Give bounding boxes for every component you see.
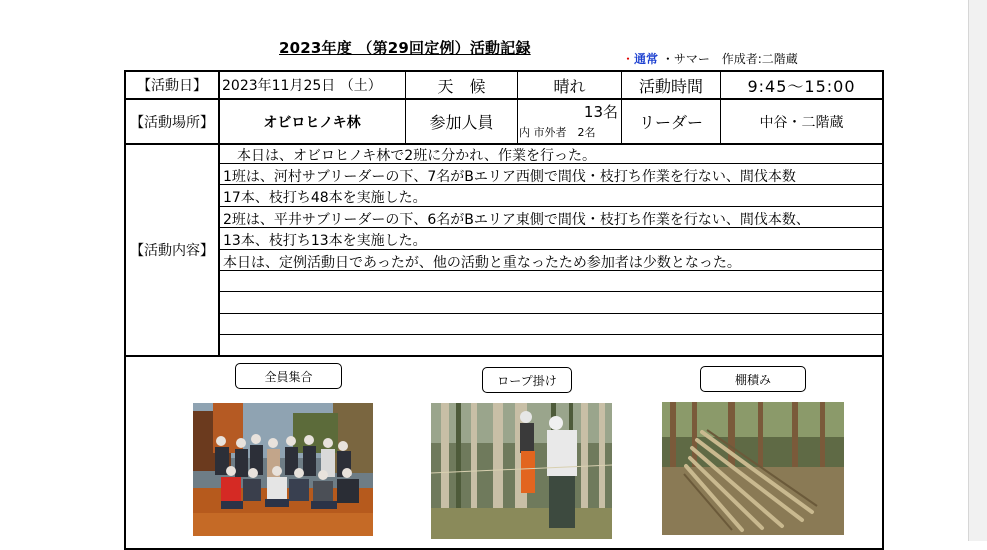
date-label: 【活動日】	[137, 78, 207, 94]
window-edge	[968, 0, 987, 541]
photo-caption-3: 棚積み	[700, 366, 806, 392]
place-value: オビロヒノキ林	[263, 114, 361, 131]
weather-value: 晴れ	[553, 76, 586, 96]
page-title: 2023年度 （第29回定例）活動記録	[279, 39, 531, 57]
photo-caption-2: ロープ掛け	[482, 367, 572, 393]
content-rule	[219, 291, 884, 292]
content-label: 【活動内容】	[130, 243, 214, 259]
photo-caption-1: 全員集合	[235, 363, 342, 389]
content-line: 1班は、河村サブリーダーの下、7名がBエリア西側で間伐・枝打ち作業を行ない、間伐本数	[223, 169, 796, 185]
time-label: 活動時間	[638, 76, 703, 96]
weather-label: 天 候	[437, 76, 486, 96]
content-line: 本日は、オビロヒノキ林で2班に分かれ、作業を行った。	[223, 148, 597, 164]
time-value: 9:45～15:00	[747, 76, 856, 96]
content-line: 13本、枝打ち13本を実施した。	[223, 233, 427, 249]
meta-bullet: ・	[622, 52, 635, 66]
participants-outside: 内 市外者 2名	[519, 126, 596, 139]
place-label: 【活動場所】	[130, 114, 214, 131]
meta-regular: 通常	[634, 52, 659, 66]
log-pile-photo	[662, 402, 844, 535]
group-photo	[193, 403, 373, 536]
date-value: 2023年11月25日 （土）	[222, 78, 382, 94]
content-rule	[219, 313, 884, 314]
content-rule	[219, 334, 884, 335]
row-divider	[124, 355, 884, 357]
content-line: 本日は、定例活動日であったが、他の活動と重なったため参加者は少数となった。	[223, 255, 741, 271]
rope-photo	[431, 403, 612, 539]
leader-label: リーダー	[638, 113, 703, 132]
content-line: 2班は、平井サブリーダーの下、6名がBエリア東側で間伐・枝打ち作業を行ない、間伐本数、	[223, 212, 810, 228]
meta-author: 作成者:二階蔵	[721, 52, 798, 66]
leader-value: 中谷・二階蔵	[759, 114, 844, 131]
content-line: 17本、枝打ち48本を実施した。	[223, 190, 427, 206]
meta-summer: ・サマー	[661, 52, 710, 66]
participants-label: 参加人員	[429, 113, 494, 132]
meta-line	[622, 50, 798, 67]
participants-count: 13名	[583, 102, 618, 121]
